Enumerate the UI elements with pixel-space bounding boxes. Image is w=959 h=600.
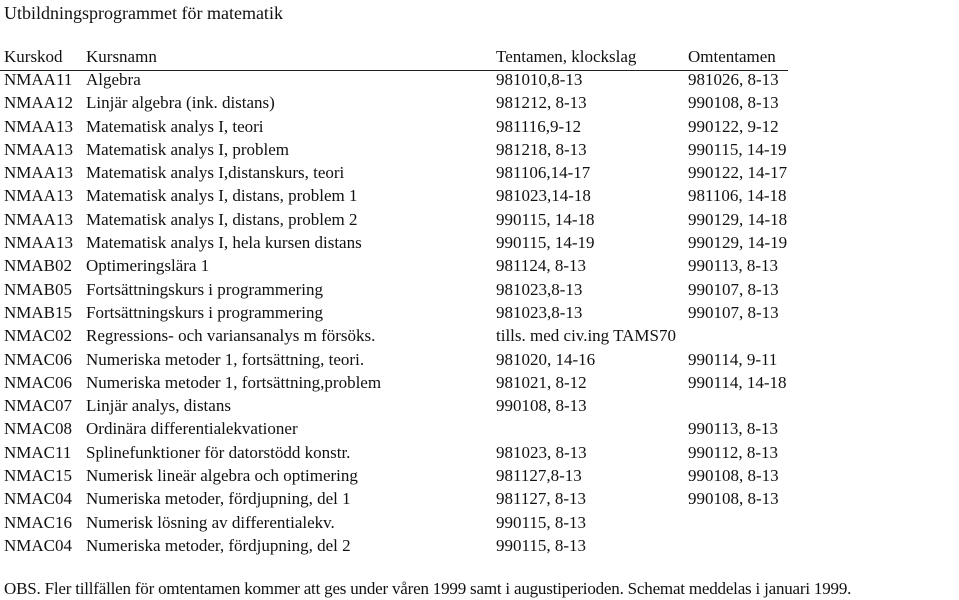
table-row [0, 394, 959, 417]
table-row [0, 115, 959, 138]
retake-date: 990107, 8-13 [688, 302, 779, 322]
retake-date: 990108, 8-13 [688, 466, 779, 486]
exam-date: 990115, 14-19 [496, 233, 595, 253]
header-retake: Omtentamen [688, 47, 776, 66]
course-code: NMAA13 [4, 163, 73, 183]
course-name: Matematisk analys I, distans, problem 1 [86, 186, 358, 206]
retake-date: 981106, 14-18 [688, 186, 787, 206]
page-title: Utbildningsprogrammet för matematik [4, 3, 283, 23]
retake-date: 990107, 8-13 [688, 279, 779, 299]
course-code: NMAA11 [4, 70, 73, 89]
course-code: NMAA13 [4, 116, 73, 136]
retake-date: 990108, 8-13 [688, 93, 779, 113]
retake-date: 990113, 8-13 [688, 256, 779, 276]
exam-date: tills. med civ.ing TAMS70 [496, 326, 676, 346]
table-row [0, 278, 959, 301]
exam-date: 981010,8-13 [496, 70, 583, 89]
header-exam: Tentamen, klockslag [496, 47, 637, 66]
course-name: Splinefunktioner för datorstödd konstr. [86, 442, 351, 462]
course-name: Numeriska metoder 1, fortsättning, teori. [86, 349, 365, 369]
retake-date: 990122, 9-12 [688, 116, 779, 136]
table-row [0, 534, 959, 557]
table-row [0, 371, 959, 394]
course-table [0, 68, 959, 557]
table-row [0, 138, 959, 161]
exam-date: 981212, 8-13 [496, 93, 587, 113]
course-code: NMAC08 [4, 419, 73, 439]
course-name: Numeriska metoder, fördjupning, del 2 [86, 535, 351, 555]
exam-date: 981021, 8-12 [496, 372, 587, 392]
retake-date: 990108, 8-13 [688, 489, 779, 509]
table-row [0, 441, 959, 464]
exam-date: 981127,8-13 [496, 466, 582, 486]
exam-date: 990115, 14-18 [496, 209, 595, 229]
course-name: Matematisk analys I, hela kursen distans [86, 233, 362, 253]
course-name: Matematisk analys I,distanskurs, teori [86, 163, 345, 183]
table-row [0, 301, 959, 324]
exam-date: 981023,8-13 [496, 302, 583, 322]
course-name: Matematisk analys I, problem [86, 139, 290, 159]
table-row [0, 464, 959, 487]
exam-date: 981023, 8-13 [496, 442, 587, 462]
retake-date: 981026, 8-13 [688, 70, 779, 89]
course-name: Optimeringslära 1 [86, 256, 210, 276]
course-code: NMAB15 [4, 302, 73, 322]
retake-date: 990114, 9-11 [688, 349, 778, 369]
course-code: NMAB05 [4, 279, 73, 299]
course-code: NMAC04 [4, 489, 73, 509]
course-name: Linjär algebra (ink. distans) [86, 93, 275, 113]
course-name: Matematisk analys I, distans, problem 2 [86, 209, 358, 229]
retake-date: 990114, 14-18 [688, 372, 787, 392]
header-course-name: Kursnamn [86, 47, 157, 66]
footnote: OBS. Fler tillfällen för omtentamen kommer att ges under våren 1999 samt i augustiperioden. Schemat meddelas i januari 1999. [4, 579, 852, 598]
course-code: NMAC06 [4, 349, 73, 369]
table-row [0, 348, 959, 371]
course-code: NMAC11 [4, 442, 72, 462]
exam-date: 981116,9-12 [496, 116, 582, 136]
course-name: Numerisk lösning av differentialekv. [86, 512, 335, 532]
retake-date: 990115, 14-19 [688, 139, 787, 159]
course-code: NMAA13 [4, 209, 73, 229]
course-name: Matematisk analys I, teori [86, 116, 264, 136]
exam-date: 981020, 14-16 [496, 349, 596, 369]
exam-date: 981106,14-17 [496, 163, 591, 183]
course-name: Fortsättningskurs i programmering [86, 279, 324, 299]
table-row [0, 324, 959, 347]
table-row [0, 161, 959, 184]
course-code: NMAC16 [4, 512, 73, 532]
course-name: Linjär analys, distans [86, 396, 231, 416]
course-code: NMAC07 [4, 396, 73, 416]
exam-date: 981218, 8-13 [496, 139, 587, 159]
course-code: NMAA13 [4, 233, 73, 253]
retake-date: 990129, 14-19 [688, 233, 788, 253]
course-code: NMAC02 [4, 326, 73, 346]
table-row [0, 208, 959, 231]
retake-date: 990112, 8-13 [688, 442, 779, 462]
course-code: NMAC04 [4, 535, 73, 555]
exam-date: 990115, 8-13 [496, 512, 587, 532]
table-row [0, 91, 959, 114]
table-row [0, 487, 959, 510]
exam-date: 981023,8-13 [496, 279, 583, 299]
course-name: Fortsättningskurs i programmering [86, 302, 324, 322]
table-row [0, 511, 959, 534]
exam-date: 990115, 8-13 [496, 535, 587, 555]
course-name: Regressions- och variansanalys m försöks. [86, 326, 376, 346]
table-row [0, 254, 959, 277]
course-name: Numeriska metoder, fördjupning, del 1 [86, 489, 351, 509]
retake-date: 990122, 14-17 [688, 163, 788, 183]
exam-date: 981023,14-18 [496, 186, 591, 206]
course-name: Numeriska metoder 1, fortsättning,problem [86, 372, 382, 392]
table-row [0, 231, 959, 254]
retake-date: 990113, 8-13 [688, 419, 779, 439]
exam-date: 981127, 8-13 [496, 489, 587, 509]
course-code: NMAB02 [4, 256, 73, 276]
course-name: Ordinära differentialekvationer [86, 419, 298, 439]
header-course-code: Kurskod [4, 47, 63, 66]
course-code: NMAA13 [4, 186, 73, 206]
table-row [0, 68, 959, 91]
course-code: NMAC06 [4, 372, 73, 392]
course-name: Algebra [86, 70, 141, 89]
table-row [0, 417, 959, 440]
course-code: NMAC15 [4, 466, 73, 486]
table-row [0, 184, 959, 207]
course-code: NMAA13 [4, 139, 73, 159]
exam-date: 981124, 8-13 [496, 256, 587, 276]
course-name: Numerisk lineär algebra och optimering [86, 466, 358, 486]
retake-date: 990129, 14-18 [688, 209, 788, 229]
course-code: NMAA12 [4, 93, 73, 113]
exam-date: 990108, 8-13 [496, 396, 587, 416]
